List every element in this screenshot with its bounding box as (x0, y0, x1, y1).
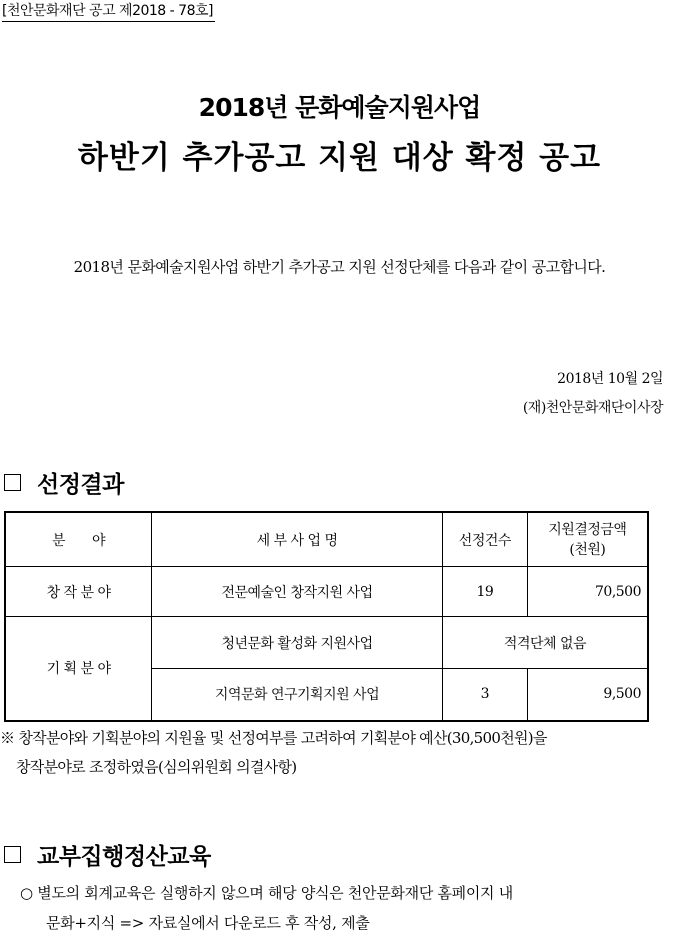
header-field: 분 야 (5, 512, 152, 567)
row-project: 지역문화 연구기획지원 사업 (152, 669, 443, 721)
section-education (4, 838, 211, 871)
education-line-2: 문화+지식 => 자료실에서 다운로드 후 작성, 제출 (46, 914, 370, 932)
header-count: 선정건수 (442, 512, 527, 567)
section-selection-result (4, 466, 124, 499)
title-line-2: 하반기 추가공고 지원 대상 확정 공고 (77, 140, 602, 176)
row-count: 19 (442, 567, 527, 617)
row-field: 창 작 분 야 (5, 567, 152, 617)
row-note: 적격단체 없음 (442, 617, 648, 669)
square-bullet-icon (4, 846, 21, 863)
footnote-line-1: ※ 창작분야와 기획분야의 지원율 및 선정여부를 고려하여 기획분야 예산(30,500천원)을 (0, 729, 547, 747)
row-field: 기 획 분 야 (5, 617, 152, 721)
square-bullet-icon (4, 474, 21, 491)
document-number: [천안문화재단 공고 제2018 - 78호] (2, 0, 215, 22)
row-count: 3 (442, 669, 527, 721)
signer: (재)천안문화재단이사장 (522, 400, 663, 416)
section-title: 교부집행정산교육 (37, 844, 211, 870)
header-amount: 지원결정금액 (천원) (527, 512, 648, 567)
section-title: 선정결과 (37, 472, 124, 498)
announcement-date: 2018년 10월 2일 (557, 371, 663, 387)
title-line-1: 2018년 문화예술지원사업 (198, 93, 481, 122)
education-line-1: ○ 별도의 회계교육은 실행하지 않으며 해당 양식은 천안문화재단 홈페이지 내 (20, 884, 513, 902)
education-item (20, 878, 670, 938)
row-amount: 9,500 (527, 669, 648, 721)
intro-text: 2018년 문화예술지원사업 하반기 추가공고 지원 선정단체를 다음과 같이 공고합니다. (73, 258, 606, 276)
table-header-row (5, 512, 648, 567)
footnote-line-2: 창작분야로 조정하였음(심의위원회 의결사항) (16, 758, 297, 776)
table-footnote (0, 724, 672, 782)
selection-result-table (4, 511, 649, 722)
row-amount: 70,500 (527, 567, 648, 617)
header-project: 세 부 사 업 명 (152, 512, 443, 567)
row-project: 청년문화 활성화 지원사업 (152, 617, 443, 669)
table-row (5, 617, 648, 669)
table-row (5, 567, 648, 617)
row-project: 전문예술인 창작지원 사업 (152, 567, 443, 617)
